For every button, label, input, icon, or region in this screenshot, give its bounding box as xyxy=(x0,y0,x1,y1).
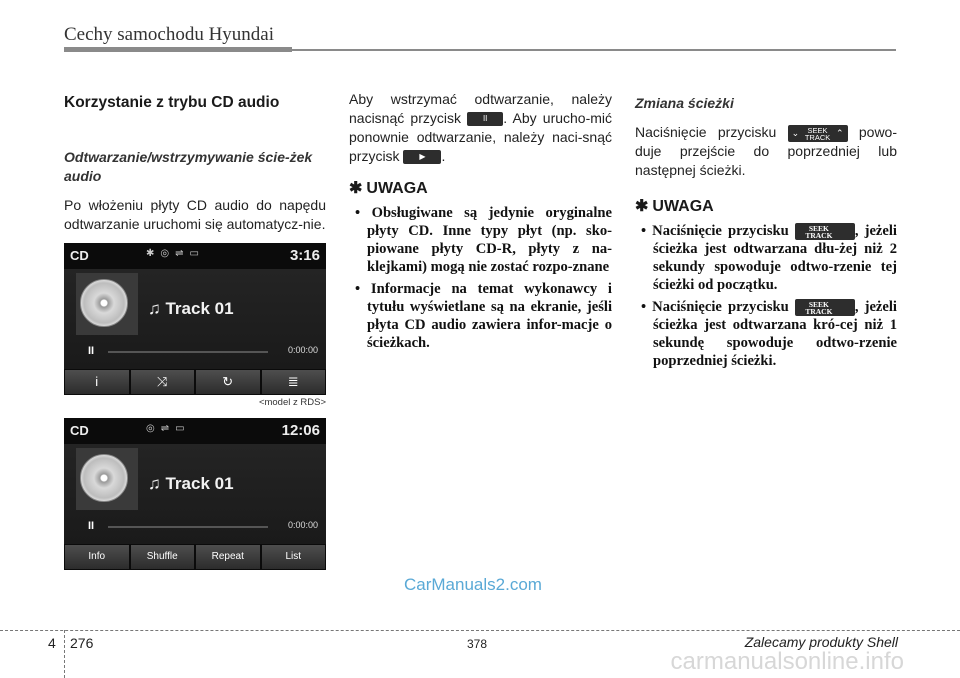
cd-screen-standard xyxy=(64,418,326,570)
status-icons: ✱◎⇌▭ xyxy=(146,248,205,259)
seek-down-button-icon: ⌄ SEEK TRACK xyxy=(795,299,855,316)
caution-heading xyxy=(349,178,612,198)
list-button[interactable]: ≣ xyxy=(262,370,326,394)
subheading-play-pause: Odtwarzanie/wstrzymywanie ście-żek audio xyxy=(64,149,313,184)
track-title: ♫ Track 01 xyxy=(148,299,234,318)
column-2 xyxy=(349,90,612,356)
header-rule-thin xyxy=(292,49,896,51)
paragraph-text: powo-duje przejście do poprzedniej lub następnej ścieżki. xyxy=(635,124,898,178)
cd-screen-rds xyxy=(64,243,326,395)
column-1 xyxy=(64,90,326,234)
play-button-icon: ▶ xyxy=(403,150,441,164)
paragraph-text: Naciśnięcie przycisku xyxy=(635,124,777,140)
caution-list xyxy=(635,222,897,370)
progress-bar[interactable] xyxy=(108,351,268,353)
pause-icon[interactable]: II xyxy=(88,520,95,532)
column-3 xyxy=(635,90,897,374)
track-change-paragraph xyxy=(635,123,897,180)
footer-site-watermark: carmanualsonline.info xyxy=(670,648,904,675)
caution-star-icon: ✱ xyxy=(349,180,363,197)
list-button[interactable]: List xyxy=(262,545,326,569)
repeat-button[interactable]: Repeat xyxy=(196,545,260,569)
caution-item: • Naciśnięcie przycisku ⌄ SEEK TRACK , jeżeli ścieżka jest odtwarzana dłu-żej niż 2 sekundy spowoduje odtwo-rzenie tej ścieżki od początku. xyxy=(641,223,897,294)
source-label: CD xyxy=(70,423,89,438)
repeat-button[interactable]: ↻ xyxy=(196,370,260,394)
status-icons: ◎⇌▭ xyxy=(146,423,191,434)
clock: 12:06 xyxy=(281,422,320,439)
pause-play-paragraph xyxy=(349,90,612,166)
caution-item: • Obsługiwane są jedynie oryginalne płyty CD. Inne typy płyt (np. sko-piowane płyty CD-R, płyty z na-klejkami) mogą nie zostać rozpo-znane xyxy=(355,205,612,275)
page-number: 276 xyxy=(70,635,94,651)
info-button[interactable]: Info xyxy=(65,545,129,569)
watermark-link[interactable]: CarManuals2.com xyxy=(404,575,542,594)
intro-paragraph: Po włożeniu płyty CD audio do napędu odtwarzanie uruchomi się automatycz-nie. xyxy=(64,197,326,232)
screen-status-bar xyxy=(64,243,326,269)
info-button[interactable]: i xyxy=(65,370,129,394)
caution-heading xyxy=(635,196,897,216)
footer-slogan: Zalecamy produkty Shell xyxy=(744,634,898,650)
shuffle-button[interactable]: ⤨ xyxy=(131,370,195,394)
progress-bar[interactable] xyxy=(108,526,268,528)
caution-list xyxy=(349,204,612,352)
elapsed-time: 0:00:00 xyxy=(287,345,318,355)
rds-model-note: <model z RDS> xyxy=(258,397,326,408)
screen-status-bar xyxy=(64,418,326,444)
caution-title: UWAGA xyxy=(366,180,428,197)
section-heading: Korzystanie z trybu CD audio xyxy=(64,94,280,111)
sheet-number: 378 xyxy=(467,637,488,651)
cd-disc-icon xyxy=(80,454,128,502)
pause-button-icon: II xyxy=(467,112,503,126)
footer-vertical-rule xyxy=(64,630,65,678)
caution-star-icon: ✱ xyxy=(635,198,649,215)
paragraph-text: . xyxy=(441,148,446,164)
footer-rule xyxy=(0,630,960,631)
shuffle-button[interactable]: Shuffle xyxy=(131,545,195,569)
chapter-number: 4 xyxy=(48,635,56,651)
subheading-track-change: Zmiana ścieżki xyxy=(635,95,734,111)
paragraph-text: . Aby urucho-mić ponownie odtwarzanie, należy naci-snąć przycisk xyxy=(349,110,613,164)
pause-icon[interactable]: II xyxy=(88,345,95,357)
track-name: Track 01 xyxy=(165,474,234,493)
seek-down-button-icon: ⌄ SEEK TRACK xyxy=(795,223,855,240)
screen-main xyxy=(64,269,326,369)
page-header-title: Cechy samochodu Hyundai xyxy=(64,24,275,45)
paragraph-text: Aby wstrzymać odtwarzanie, należy nacisnąć przycisk xyxy=(349,91,612,126)
caution-item: • Naciśnięcie przycisku ⌄ SEEK TRACK , jeżeli ścieżka jest odtwarzana kró-cej niż 1 sekundę spowoduje odtwo-rzenie poprzedniej ścieżki. xyxy=(641,299,897,370)
screen-button-bar xyxy=(64,369,326,395)
clock: 3:16 xyxy=(289,247,320,264)
cd-disc-icon xyxy=(80,279,128,327)
caution-item: • Informacje na temat wykonawcy i tytułu wyświetlane są na ekranie, jeśli płyta CD audio zawiera infor-macje o ścieżkach. xyxy=(355,281,612,351)
track-title: ♫ Track 01 xyxy=(148,474,234,493)
track-name: Track 01 xyxy=(165,299,234,318)
caution-title: UWAGA xyxy=(652,198,714,215)
elapsed-time: 0:00:00 xyxy=(287,520,318,530)
screen-button-bar xyxy=(64,544,326,570)
seek-track-button-icon: ⌄ SEEK TRACK ⌃ xyxy=(788,125,848,142)
source-label: CD xyxy=(70,248,89,263)
screen-main xyxy=(64,444,326,544)
header-rule-thick xyxy=(64,47,292,52)
